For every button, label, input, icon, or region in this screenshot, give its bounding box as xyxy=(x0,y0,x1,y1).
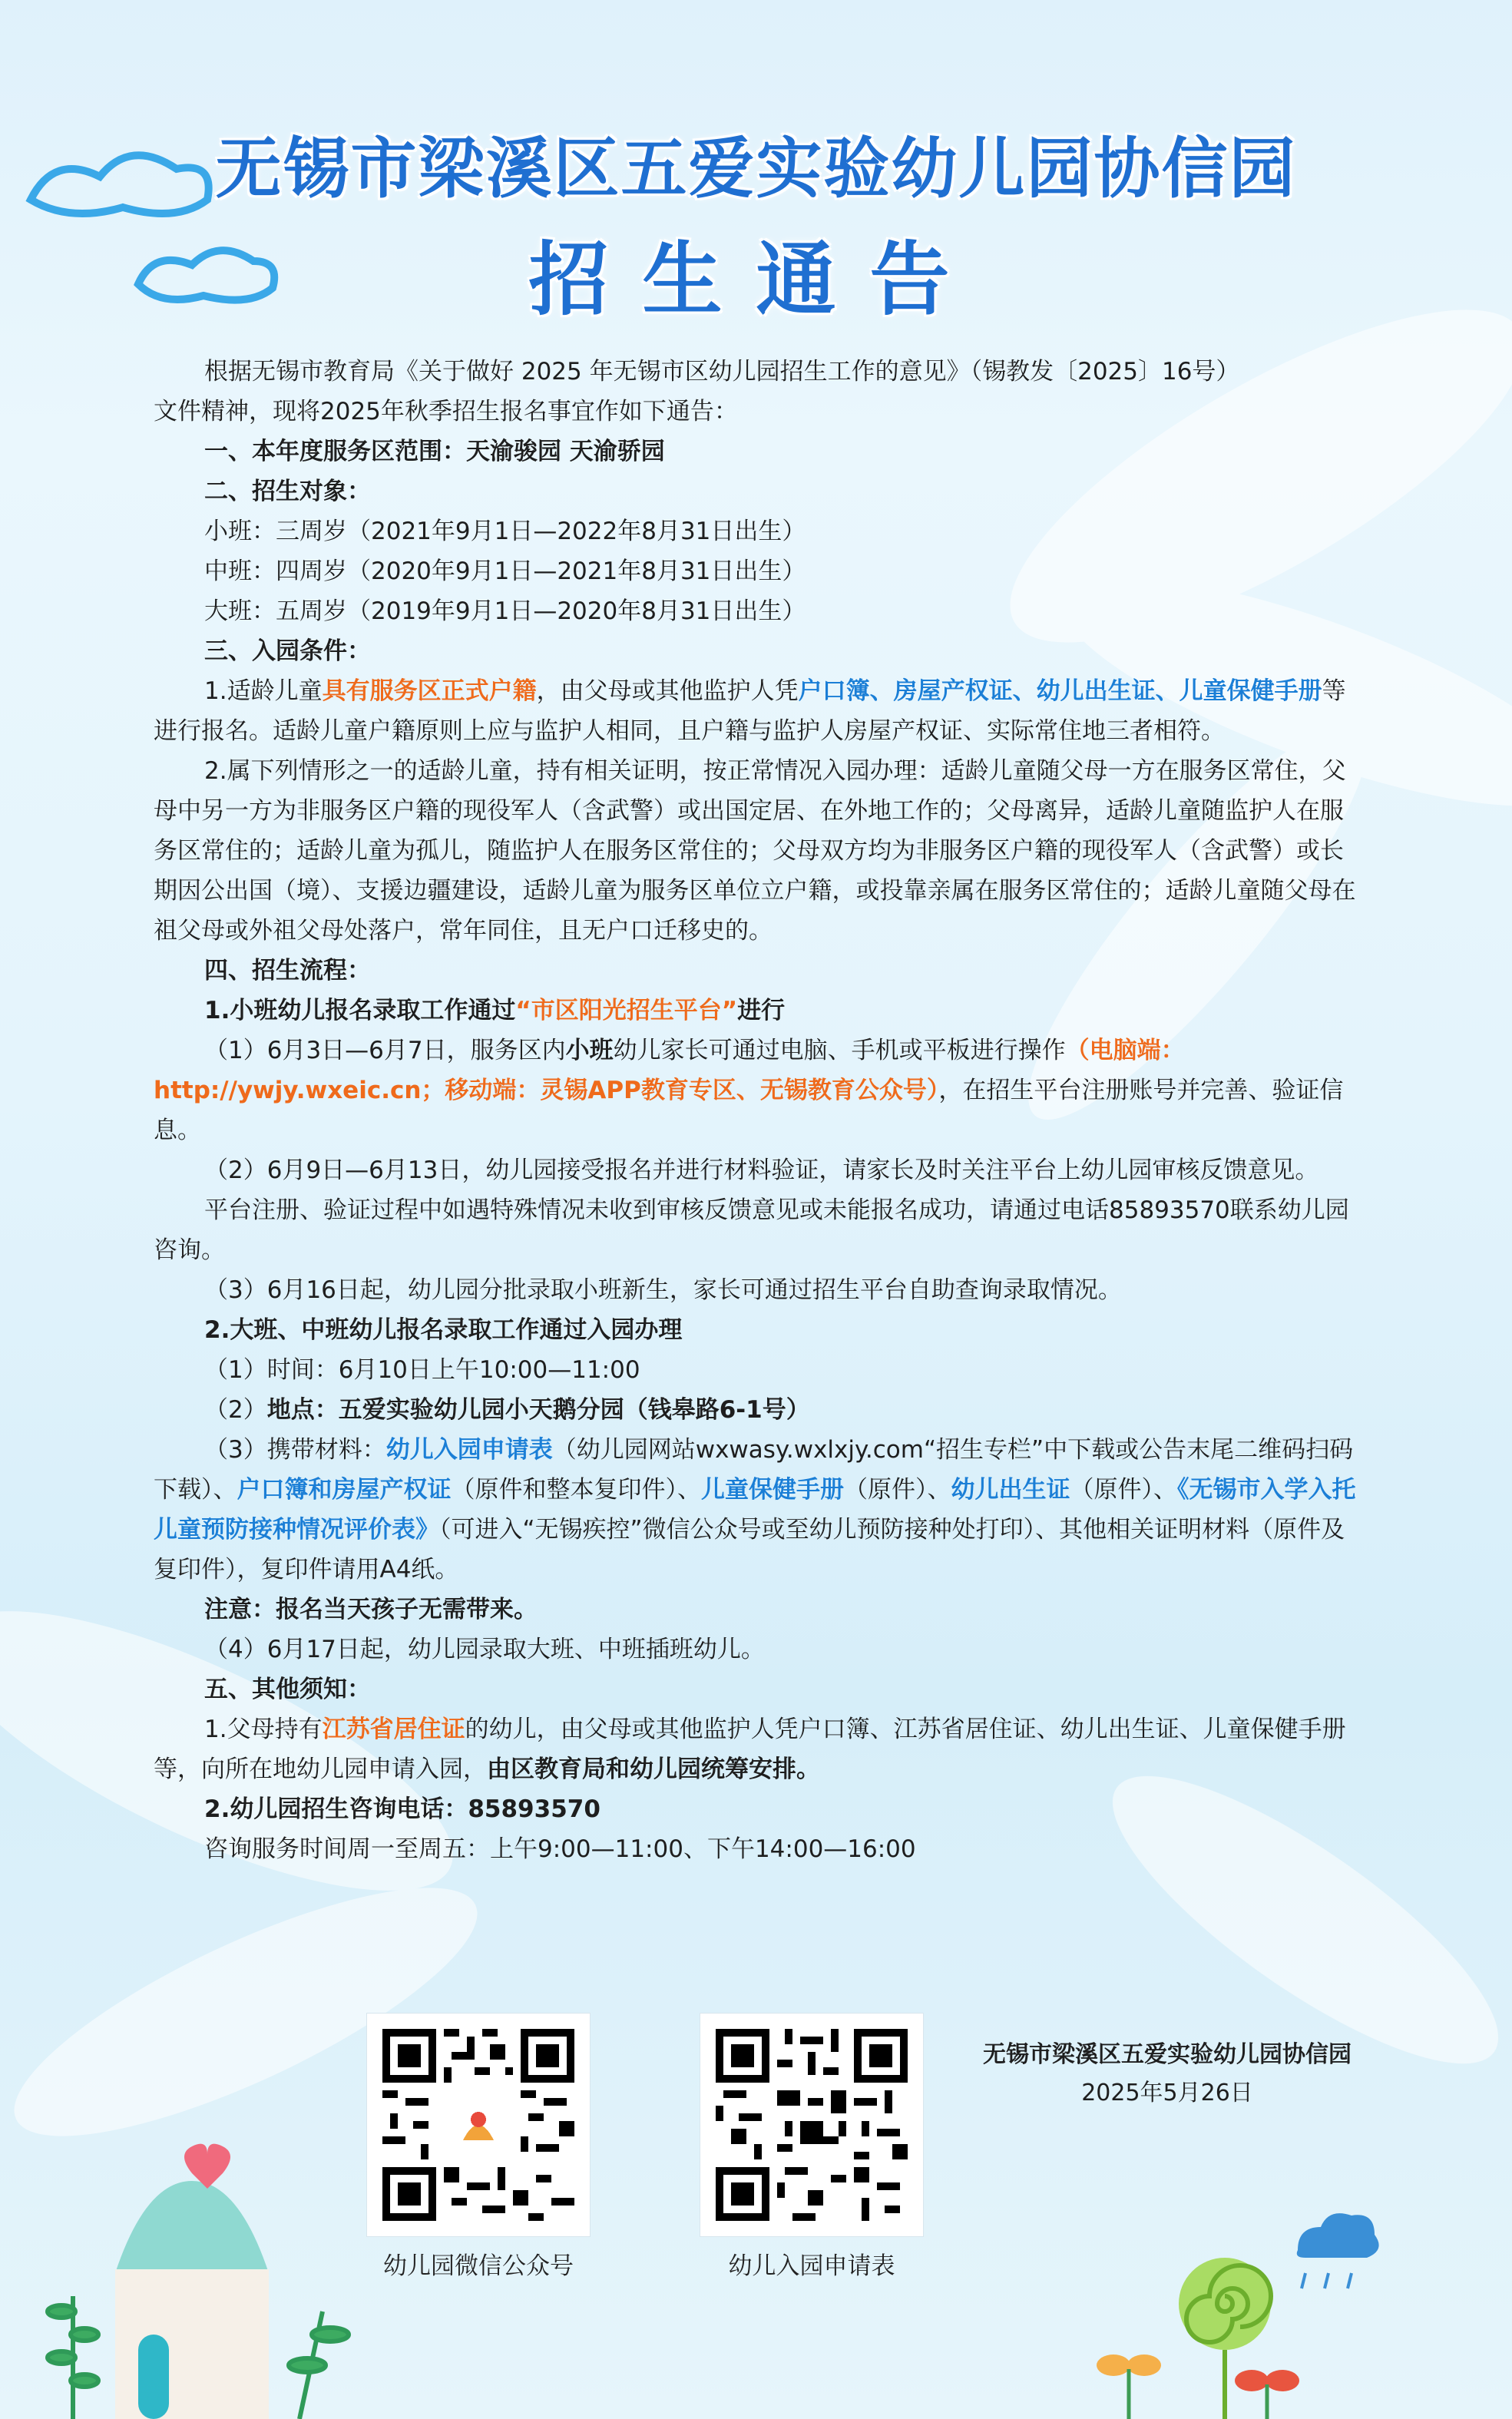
process-2: 2.大班、中班幼儿报名录取工作通过入园办理 xyxy=(204,1316,683,1344)
step-text: ，在招生平台注册账号并完善、验证信息。 xyxy=(154,1077,1344,1144)
wechat-qr-code[interactable] xyxy=(367,2014,590,2236)
application-form-qr-code[interactable] xyxy=(700,2014,923,2236)
residence-permit: 江苏省居住证 xyxy=(322,1716,465,1743)
step-bold: 小班 xyxy=(565,1037,614,1064)
other-text: 1.父母持有 xyxy=(204,1716,323,1743)
class-large: 大班：五周岁（2019年9月1日—2020年8月31日出生） xyxy=(204,597,806,625)
step-text: （可进入“无锡疾控”微信公众号或至幼儿预防接种处打印）、其他相关证明材料（原件及复印件），复印件请用A4纸。 xyxy=(154,1516,1345,1583)
material-birth-cert: 幼儿出生证 xyxy=(951,1476,1070,1504)
class-middle: 中班：四周岁（2020年9月1日—2021年8月31日出生） xyxy=(204,558,806,585)
material-vaccination-form: 《无锡市入学入托儿童预防接种情况评价表》 xyxy=(154,1476,1356,1544)
signature-org: 无锡市梁溪区五爱实验幼儿园协信园 xyxy=(983,2041,1352,2068)
process-1-note: 平台注册、验证过程中如遇特殊情况未收到审核反馈意见或未能报名成功，请通过电话85893570联系幼儿园咨询。 xyxy=(154,1196,1349,1264)
condition-1 xyxy=(154,671,1359,751)
step-text: （原件）、 xyxy=(844,1476,951,1504)
consult-hours: 咨询服务时间周一至周五：上午9:00—11:00、下午14:00—16:00 xyxy=(204,1835,916,1863)
page-subtitle: 招生通告 xyxy=(528,233,984,326)
qr-pattern xyxy=(716,2029,908,2221)
process-2-step-1: （1）时间：6月10日上午10:00—11:00 xyxy=(204,1356,640,1384)
condition-1-text: 等进行报名。适龄儿童户籍原则上应与监护人相同，且户籍与监护人房屋产权证、实际常住地三者相符。 xyxy=(154,677,1346,745)
class-small: 小班：三周岁（2021年9月1日—2022年8月31日出生） xyxy=(204,518,806,545)
platform-name: “市区阳光招生平台” xyxy=(515,997,738,1024)
notice-no-child: 注意：报名当天孩子无需带来。 xyxy=(204,1596,538,1623)
notice-body xyxy=(154,352,1359,1869)
material-health-book: 儿童保健手册 xyxy=(701,1476,844,1504)
step-text: （1）6月3日—6月7日，服务区内 xyxy=(204,1037,566,1064)
section-4-heading: 四、招生流程： xyxy=(204,957,371,984)
intro-line-1: 根据无锡市教育局《关于做好 2025 年无锡市区幼儿园招生工作的意见》（锡教发〔2025〕16号） xyxy=(204,358,1240,386)
step-text: （2） xyxy=(204,1396,267,1424)
qr-pattern xyxy=(382,2029,574,2221)
step-text: 幼儿家长可通过电脑、手机或平板进行操作 xyxy=(613,1037,1066,1064)
step-text: （原件）、 xyxy=(1070,1476,1177,1504)
process-1-step-2: （2）6月9日—6月13日，幼儿园接受报名并进行材料验证，请家长及时关注平台上幼儿园审核反馈意见。 xyxy=(204,1157,1319,1184)
condition-1-text: ，由父母或其他监护人凭 xyxy=(536,677,799,705)
other-text: 的幼儿，由父母或其他监护人凭户口簿、江苏省居住证、幼儿出生证、儿童保健手册等，向所在地幼儿园申请入园， xyxy=(154,1716,1346,1783)
process-2-step-4: （4）6月17日起，幼儿园录取大班、中班插班幼儿。 xyxy=(204,1636,765,1663)
consult-phone: 2.幼儿园招生咨询电话：85893570 xyxy=(204,1795,600,1823)
platform-url[interactable]: （电脑端：http://ywjy.wxeic.cn；移动端：灵锡APP教育专区、无锡教育公众号） xyxy=(154,1037,1185,1104)
condition-1-highlight: 具有服务区正式户籍 xyxy=(322,677,537,705)
step-text: （原件和整本复印件）、 xyxy=(451,1476,701,1504)
wechat-qr-label: 幼儿园微信公众号 xyxy=(383,2252,574,2280)
other-bold: 由区教育局和幼儿园统筹安排。 xyxy=(487,1756,820,1783)
condition-2: 2.属下列情形之一的适龄儿童，持有相关证明，按正常情况入园办理：适龄儿童随父母一方在服务区常住，父母中另一方为非服务区户籍的现役军人（含武警）或出国定居、在外地工作的；父母离异，适龄儿童随监护人在服务区常住的；适龄儿童为孤儿，随监护人在服务区常住的；父母双方均为非服务区户籍的现役军人（含武警）或长期因公出国（境）、支援边疆建设，适龄儿童为服务区单位立户籍，或投靠亲属在服务区常住的；适龄儿童随父母在祖父母或外祖父母处落户，常年同住，且无户口迁移史的。 xyxy=(154,757,1356,945)
process-1-text: 进行 xyxy=(737,997,786,1024)
process-1-text: 1.小班幼儿报名录取工作通过 xyxy=(204,997,516,1024)
intro-line-2: 文件精神，现将2025年秋季招生报名事宜作如下通告： xyxy=(154,398,738,425)
material-application-form: 幼儿入园申请表 xyxy=(385,1436,553,1464)
application-form-qr-label: 幼儿入园申请表 xyxy=(728,2252,895,2280)
step-text: （3）携带材料： xyxy=(204,1436,386,1464)
section-5-heading: 五、其他须知： xyxy=(204,1676,371,1703)
condition-1-text: 1.适龄儿童 xyxy=(204,677,323,705)
section-1-heading: 一、本年度服务区范围：天渝骏园 天渝骄园 xyxy=(204,438,665,465)
process-1-step-3: （3）6月16日起，幼儿园分批录取小班新生，家长可通过招生平台自助查询录取情况。 xyxy=(204,1276,1122,1304)
section-2-heading: 二、招生对象： xyxy=(204,478,371,505)
process-2-step-2 xyxy=(154,1390,1359,1430)
other-1 xyxy=(154,1709,1359,1789)
material-household: 户口簿和房屋产权证 xyxy=(237,1476,452,1504)
condition-1-documents: 户口簿、房屋产权证、幼儿出生证、儿童保健手册 xyxy=(798,677,1322,705)
process-2-step-3 xyxy=(154,1430,1359,1590)
location: 地点：五爱实验幼儿园小天鹅分园（钱皋路6-1号） xyxy=(266,1396,810,1424)
page-title: 无锡市梁溪区五爱实验幼儿园协信园 xyxy=(215,131,1297,207)
process-1 xyxy=(154,991,1359,1031)
step-text: （幼儿园网站wxwasy.wxlxjy.com“招生专栏”中下载或公告末尾二维码扫码下载）、 xyxy=(154,1436,1354,1504)
process-1-step-1 xyxy=(154,1031,1359,1150)
signature-date: 2025年5月26日 xyxy=(1081,2080,1253,2106)
section-3-heading: 三、入园条件： xyxy=(204,637,371,665)
